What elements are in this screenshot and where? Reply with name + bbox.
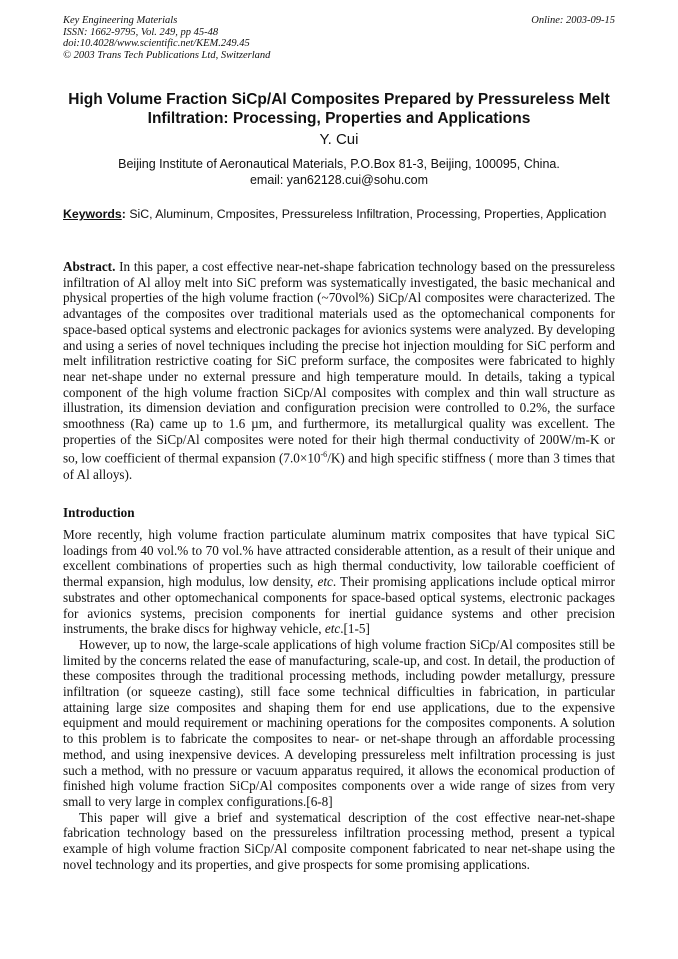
affiliation: Beijing Institute of Aeronautical Materials, P.O.Box 81-3, Beijing, 100095, China. — [118, 157, 560, 171]
intro-p1-text-c: .[1-5] — [340, 621, 370, 637]
doi-line: doi:10.4028/www.scientific.net/KEM.249.45 — [63, 38, 250, 50]
intro-p1-etc: etc — [317, 574, 333, 590]
copyright-line: © 2003 Trans Tech Publications Ltd, Switzerland — [63, 49, 271, 61]
online-date: Online: 2003-09-15 — [531, 15, 615, 26]
introduction-body — [63, 527, 615, 872]
abstract-text-b: /K) and high specific stiffness ( more than 3 times that of Al alloys). — [63, 450, 615, 482]
journal-name: Key Engineering Materials — [63, 15, 178, 26]
keywords-label: Keywords — [63, 207, 122, 221]
keywords-text: SiC, Aluminum, Cmposites, Pressureless Infiltration, Processing, Properties, Application — [129, 207, 607, 221]
introduction-heading: Introduction — [63, 505, 135, 520]
keywords-section: Keywords: SiC, Aluminum, Cmposites, Pressureless Infiltration, Processing, Properties, Application — [63, 207, 607, 221]
intro-p1-etc-2: etc — [324, 621, 341, 637]
intro-p1-text-b: . Their promising applications include optical mirror substrates and other optomechanical components for space-based optical systems, electronic packages for avionics systems, precision components for inertial guidance systems and other precision instruments, the brake discs for highway vehicle, — [63, 574, 615, 637]
paper-title: High Volume Fraction SiCp/Al Composites Prepared by Pressureless Melt Infiltration: Processing, Properties and Applications — [68, 91, 610, 127]
abstract-exponent: -6 — [320, 450, 328, 460]
intro-paragraph-2: However, up to now, the large-scale applications of high volume fraction SiCp/Al composites still be limited by the concerns related the ease of manufacturing, scale-up, and cost. In detail, the production of these composites through the traditional processing methods, including powder metallurgy, pressure infiltration (or squeeze casting), still face some technical difficulties in fabrication, in particular attaining large size composites and shaping them for end use applications, due to the expensive equipment and mould requirement or machining operations for the composites components. A solution to this problem is to fabricate the composites to near- or net-shape through an affordable processing method, and using inexpensive devices. A developing pressureless melt infiltration processing is just such a method, with no pressure or vacuum apparatus required, it allows the economical production of finished high volume fraction SiCp/Al composites components over a wide range of sizes from very small to very large in complex configurations.[6-8] — [63, 636, 615, 809]
affiliation-block — [0, 156, 678, 188]
issn-line: ISSN: 1662-9795, Vol. 249, pp 45-48 — [63, 26, 219, 38]
intro-paragraph-3: This paper will give a brief and systematical description of the cost effective near-net-shape fabrication technology based on the pressureless infiltration processing method, present a typical example of high volume fraction SiCp/Al composite component fabricated to near net-shape using the novel technology and its properties, and give prospects for some promising applications. — [63, 809, 615, 872]
abstract-section — [63, 259, 615, 482]
abstract-text-a: In this paper, a cost effective near-net-shape fabrication technology based on the pressureless infiltration of Al alloy melt into SiC preform was systematically investigated, the basic mechanical and physical properties of the high volume fraction (~70vol%) SiCp/Al composites were characterized. The advantages of the composites over traditional materials used as the optomechanical components for space-based optical systems and electronic packages for avionics systems were analyzed. By developing and using a series of novel techniques including the precise hot injection moulding for SiC perform and melt infilitration restrictive coating for SiC preform surface, the composites were fabricated to highly near net-shape under no external pressure and high temperature mould. In details, taking a typical component of the high volume fraction SiCp/Al composites with complex and thin wall structure as illustration, its dimension deviation and configuration precision were controlled to 0.2%, the surface smoothness (Ra) came up to 1.6 µm, and furthermore, its metallurgical quality was excellent. The properties of the SiCp/Al composites were noted for their high thermal conductivity of 200W/m-K or so, low coefficient of thermal expansion (7.0×10 — [63, 259, 615, 466]
email: email: yan62128.cui@sohu.com — [249, 173, 429, 187]
abstract-label: Abstract. — [63, 259, 116, 274]
journal-header — [63, 15, 615, 61]
intro-paragraph-1 — [63, 527, 615, 637]
intro-p1-text-a: More recently, high volume fraction particulate aluminum matrix composites that have typical SiC loadings from 40 vol.% to 70 vol.% have attracted considerable attention, as a result of their unique and excellent combinations of properties such as high thermal conductivity, low tailorable coefficient of thermal expansion, high modulus, low density, — [63, 527, 615, 590]
author-name: Y. Cui — [319, 131, 359, 148]
